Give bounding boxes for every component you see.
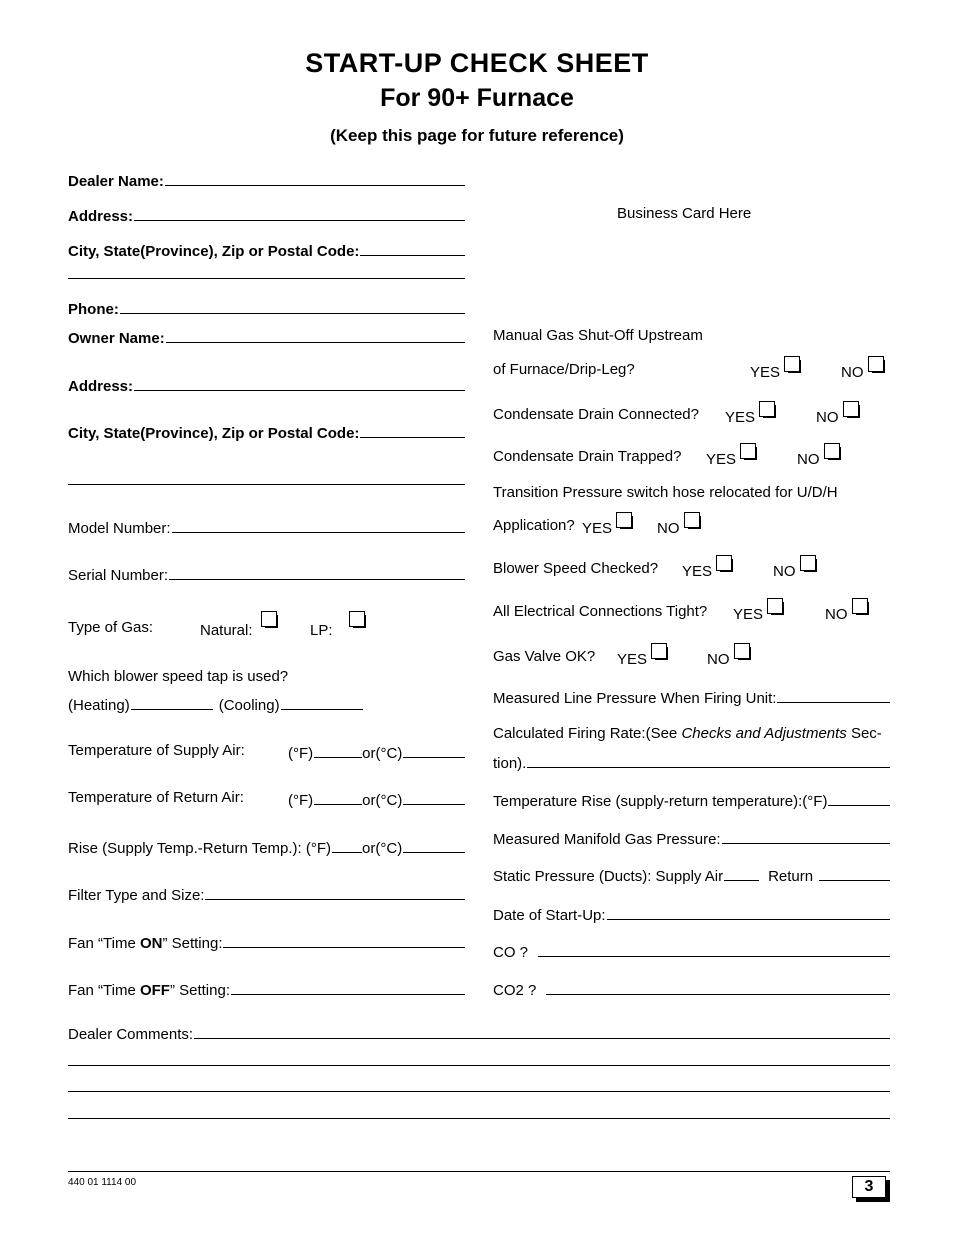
temp-rise-field[interactable]	[493, 790, 890, 810]
condensate-connected-no-checkbox[interactable]	[843, 401, 861, 419]
dealer-address-label: Address:	[68, 208, 134, 225]
transition-no-checkbox[interactable]	[684, 512, 702, 530]
condensate-connected-yes-checkbox[interactable]	[759, 401, 777, 419]
manifold-label: Measured Manifold Gas Pressure:	[493, 831, 721, 848]
manifold-field[interactable]	[493, 828, 890, 848]
gas-valve-question: Gas Valve OK?	[493, 648, 596, 665]
firing-rate-label-2: tion).	[493, 755, 527, 772]
condensate-connected-question: Condensate Drain Connected?	[493, 406, 699, 423]
natural-checkbox[interactable]	[261, 611, 279, 629]
condensate-trapped-no[interactable]: NO	[797, 443, 842, 463]
manual-gas-label-2: of Furnace/Drip-Leg?	[493, 361, 635, 378]
firing-rate-label: Calculated Firing Rate:(See Checks and Adjustments Sec-	[493, 725, 882, 742]
static-pressure-label: Static Pressure (Ducts): Supply Air	[493, 868, 724, 885]
transition-question: Application?	[493, 517, 575, 534]
gas-valve-yes-checkbox[interactable]	[651, 643, 669, 661]
dealer-city-label: City, State(Province), Zip or Postal Code:	[68, 243, 360, 260]
dealer-comments-label: Dealer Comments:	[68, 1026, 194, 1043]
rise-c-input[interactable]	[403, 852, 465, 853]
owner-name-label: Owner Name:	[68, 330, 165, 347]
return-f-input[interactable]	[314, 804, 362, 805]
date-startup-label: Date of Start-Up:	[493, 907, 606, 924]
electrical-yes[interactable]: YES	[733, 598, 785, 618]
return-f-label: (°F)	[288, 792, 314, 809]
comments-line-3[interactable]	[68, 1091, 890, 1092]
owner-city-label: City, State(Province), Zip or Postal Code:	[68, 425, 360, 442]
model-number-label: Model Number:	[68, 520, 171, 537]
condensate-trapped-no-checkbox[interactable]	[824, 443, 842, 461]
transition-label-1: Transition Pressure switch hose relocated for U/D/H	[493, 484, 838, 501]
serial-number-label: Serial Number:	[68, 567, 169, 584]
line-pressure-field[interactable]	[493, 687, 890, 707]
transition-yes-checkbox[interactable]	[616, 512, 634, 530]
manual-gas-yes[interactable]: YES	[750, 356, 802, 376]
dealer-city-line2[interactable]	[68, 278, 465, 279]
rise-field[interactable]	[68, 837, 465, 857]
condensate-connected-yes[interactable]: YES	[725, 401, 777, 421]
transition-no[interactable]: NO	[657, 512, 702, 532]
blower-checked-yes[interactable]: YES	[682, 555, 734, 575]
blower-checked-question: Blower Speed Checked?	[493, 560, 659, 577]
supply-c-input[interactable]	[403, 757, 465, 758]
supply-c-label: or(°C)	[362, 745, 403, 762]
return-input[interactable]	[819, 880, 890, 881]
firing-rate-field[interactable]	[493, 752, 890, 772]
electrical-yes-checkbox[interactable]	[767, 598, 785, 616]
supply-air-input[interactable]	[724, 880, 759, 881]
condensate-trapped-yes-checkbox[interactable]	[740, 443, 758, 461]
model-number-field[interactable]	[68, 517, 465, 537]
return-c-input[interactable]	[403, 804, 465, 805]
blower-tap-fields[interactable]	[68, 694, 368, 714]
rise-label: Rise (Supply Temp.-Return Temp.): (°F)	[68, 840, 332, 857]
manual-gas-yes-checkbox[interactable]	[784, 356, 802, 374]
lp-checkbox[interactable]	[349, 611, 367, 629]
co2-field[interactable]	[493, 979, 890, 999]
page-note: (Keep this page for future reference)	[330, 126, 624, 145]
fan-off-field[interactable]	[68, 979, 465, 999]
condensate-trapped-question: Condensate Drain Trapped?	[493, 448, 682, 465]
dealer-address-field[interactable]	[68, 205, 465, 225]
manual-gas-no[interactable]: NO	[841, 356, 886, 376]
return-label: Return	[768, 868, 814, 885]
filter-field[interactable]	[68, 884, 465, 904]
fan-on-label: Fan “Time ON” Setting:	[68, 935, 223, 952]
co-label: CO ?	[493, 944, 529, 961]
natural-label: Natural:	[200, 622, 253, 639]
blower-checked-yes-checkbox[interactable]	[716, 555, 734, 573]
comments-line-2[interactable]	[68, 1065, 890, 1066]
natural-option[interactable]	[200, 615, 279, 639]
document-code: 440 01 1114 00	[68, 1177, 137, 1188]
manual-gas-label-1: Manual Gas Shut-Off Upstream	[493, 327, 703, 344]
fan-off-label: Fan “Time OFF” Setting:	[68, 982, 230, 999]
footer-rule	[68, 1171, 890, 1172]
blower-tap-question: Which blower speed tap is used?	[68, 668, 289, 685]
lp-label: LP:	[310, 622, 333, 639]
owner-name-field[interactable]	[68, 327, 465, 347]
static-pressure-field[interactable]	[493, 865, 890, 885]
comments-line-4[interactable]	[68, 1118, 890, 1119]
electrical-no[interactable]: NO	[825, 598, 870, 618]
lp-option[interactable]	[310, 615, 367, 639]
supply-air-fields[interactable]	[288, 742, 465, 762]
temp-rise-label: Temperature Rise (supply-return temperature):(°F)	[493, 793, 828, 810]
filter-label: Filter Type and Size:	[68, 887, 205, 904]
cooling-input[interactable]	[281, 709, 363, 710]
owner-city-line2[interactable]	[68, 484, 465, 485]
electrical-no-checkbox[interactable]	[852, 598, 870, 616]
page-title: START-UP CHECK SHEET	[305, 48, 649, 78]
gas-valve-no-checkbox[interactable]	[734, 643, 752, 661]
condensate-connected-no[interactable]: NO	[816, 401, 861, 421]
rise-c-label: or(°C)	[362, 840, 403, 857]
condensate-trapped-yes[interactable]: YES	[706, 443, 758, 463]
supply-air-label: Temperature of Supply Air:	[68, 742, 245, 759]
manual-gas-no-checkbox[interactable]	[868, 356, 886, 374]
business-card-placeholder: Business Card Here	[617, 205, 752, 222]
dealer-city-field[interactable]	[68, 240, 465, 260]
dealer-name-field[interactable]	[68, 170, 465, 190]
owner-city-field[interactable]	[68, 422, 465, 442]
supply-f-label: (°F)	[288, 745, 314, 762]
owner-address-field[interactable]	[68, 375, 465, 395]
owner-address-label: Address:	[68, 378, 134, 395]
cooling-label: (Cooling)	[218, 697, 280, 714]
gas-valve-no[interactable]: NO	[707, 643, 752, 663]
phone-label: Phone:	[68, 301, 119, 318]
heating-input[interactable]	[131, 709, 213, 710]
dealer-name-label: Dealer Name:	[68, 173, 164, 190]
rise-f-input[interactable]	[332, 852, 362, 853]
date-startup-field[interactable]	[493, 904, 890, 924]
transition-yes[interactable]: YES	[582, 512, 634, 532]
return-c-label: or(°C)	[362, 792, 403, 809]
line-pressure-label: Measured Line Pressure When Firing Unit:	[493, 690, 777, 707]
page-subtitle: For 90+ Furnace	[380, 84, 574, 112]
return-air-fields[interactable]	[288, 789, 465, 809]
electrical-question: All Electrical Connections Tight?	[493, 603, 708, 620]
blower-checked-no-checkbox[interactable]	[800, 555, 818, 573]
return-air-label: Temperature of Return Air:	[68, 789, 244, 806]
dealer-comments-field[interactable]	[68, 1023, 890, 1043]
supply-f-input[interactable]	[314, 757, 362, 758]
serial-number-field[interactable]	[68, 564, 465, 584]
blower-checked-no[interactable]: NO	[773, 555, 818, 575]
page-number: 3	[852, 1176, 886, 1198]
co2-label: CO2 ?	[493, 982, 537, 999]
fan-on-field[interactable]	[68, 932, 465, 952]
gas-valve-yes[interactable]: YES	[617, 643, 669, 663]
co-field[interactable]	[493, 941, 890, 961]
heating-label: (Heating)	[68, 697, 130, 714]
phone-field[interactable]	[68, 298, 465, 318]
type-of-gas-label: Type of Gas:	[68, 619, 154, 636]
